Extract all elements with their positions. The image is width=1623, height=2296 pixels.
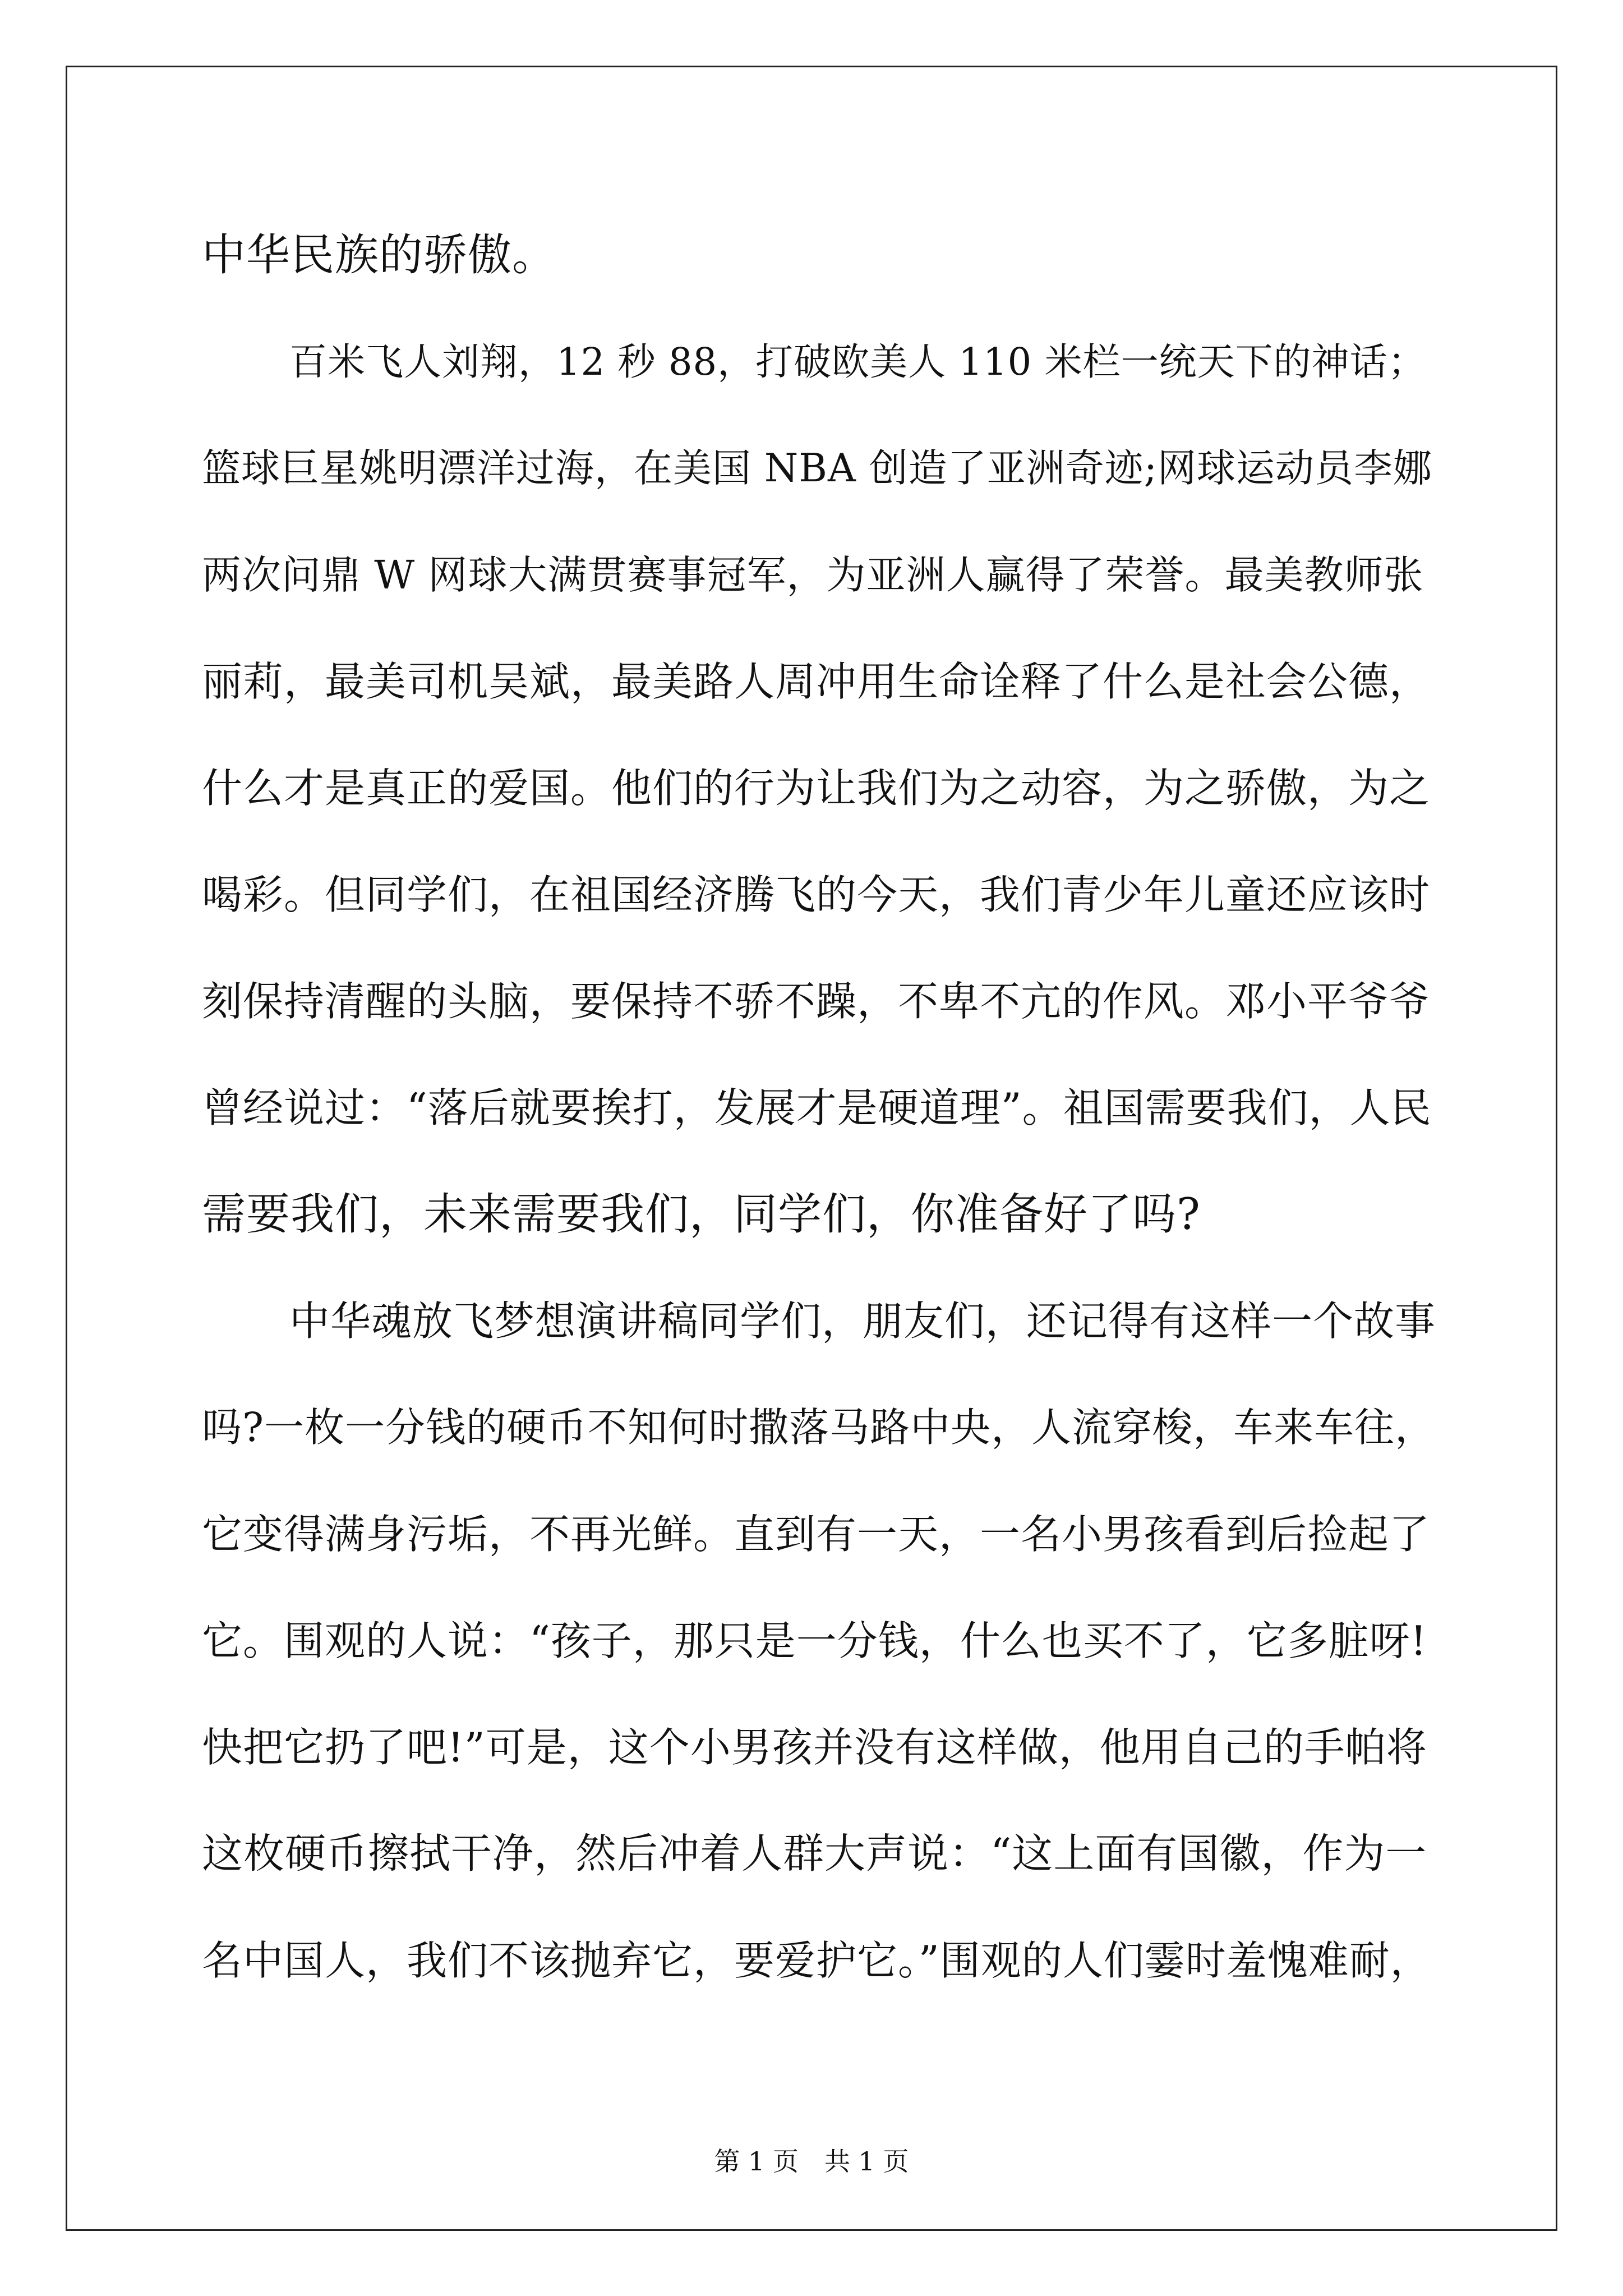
text-line: 吗?一枚一分钱的硬币不知何时撒落马路中央，人流穿梭，车来车往， [202,1404,1436,1451]
text-line: 它变得满身污垢，不再光鲜。直到有一天，一名小男孩看到后捡起了 [202,1511,1431,1558]
document-body [202,202,1436,2014]
text-line: 名中国人，我们不该抛弃它，要爱护它。”围观的人们霎时羞愧难耐， [202,1937,1431,1984]
text-line: 曾经说过：“落后就要挨打，发展才是硬道理”。祖国需要我们，人民 [202,1084,1432,1131]
text-line: 刻保持清醒的头脑，要保持不骄不躁，不卑不亢的作风。邓小平爷爷 [202,978,1431,1025]
text-line: 这枚硬币擦拭干净，然后冲着人群大声说：“这上面有国徽，作为一 [202,1830,1427,1878]
text-line: 中华魂放飞梦想演讲稿同学们，朋友们，还记得有这样一个故事 [289,1297,1436,1345]
text-line: 什么才是真正的爱国。他们的行为让我们为之动容，为之骄傲，为之 [202,765,1431,812]
text-line: 喝彩。但同学们，在祖国经济腾飞的今天，我们青少年儿童还应该时 [202,871,1431,918]
page-number-footer: 第 1 页 共 1 页 [714,2146,909,2177]
text-line: 篮球巨星姚明漂洋过海，在美国 NBA 创造了亚洲奇迹;网球运动员李娜 [202,446,1433,491]
text-line: 它。围观的人说：“孩子，那只是一分钱，什么也买不了，它多脏呀! [202,1617,1427,1664]
text-line: 两次问鼎 W 网球大满贯赛事冠军，为亚洲人赢得了荣誉。最美教师张 [202,552,1424,598]
text-line: 快把它扔了吧!”可是，这个小男孩并没有这样做，他用自己的手帕将 [202,1724,1427,1771]
text-line: 丽莉，最美司机吴斌，最美路人周冲用生命诠释了什么是社会公德， [202,658,1431,705]
text-line: 百米飞人刘翔，12 秒 88，打破欧美人 110 米栏一统天下的神话； [289,340,1426,384]
text-line: 需要我们，未来需要我们，同学们，你准备好了吗? [202,1189,1201,1240]
text-line: 中华民族的骄傲。 [202,230,557,280]
